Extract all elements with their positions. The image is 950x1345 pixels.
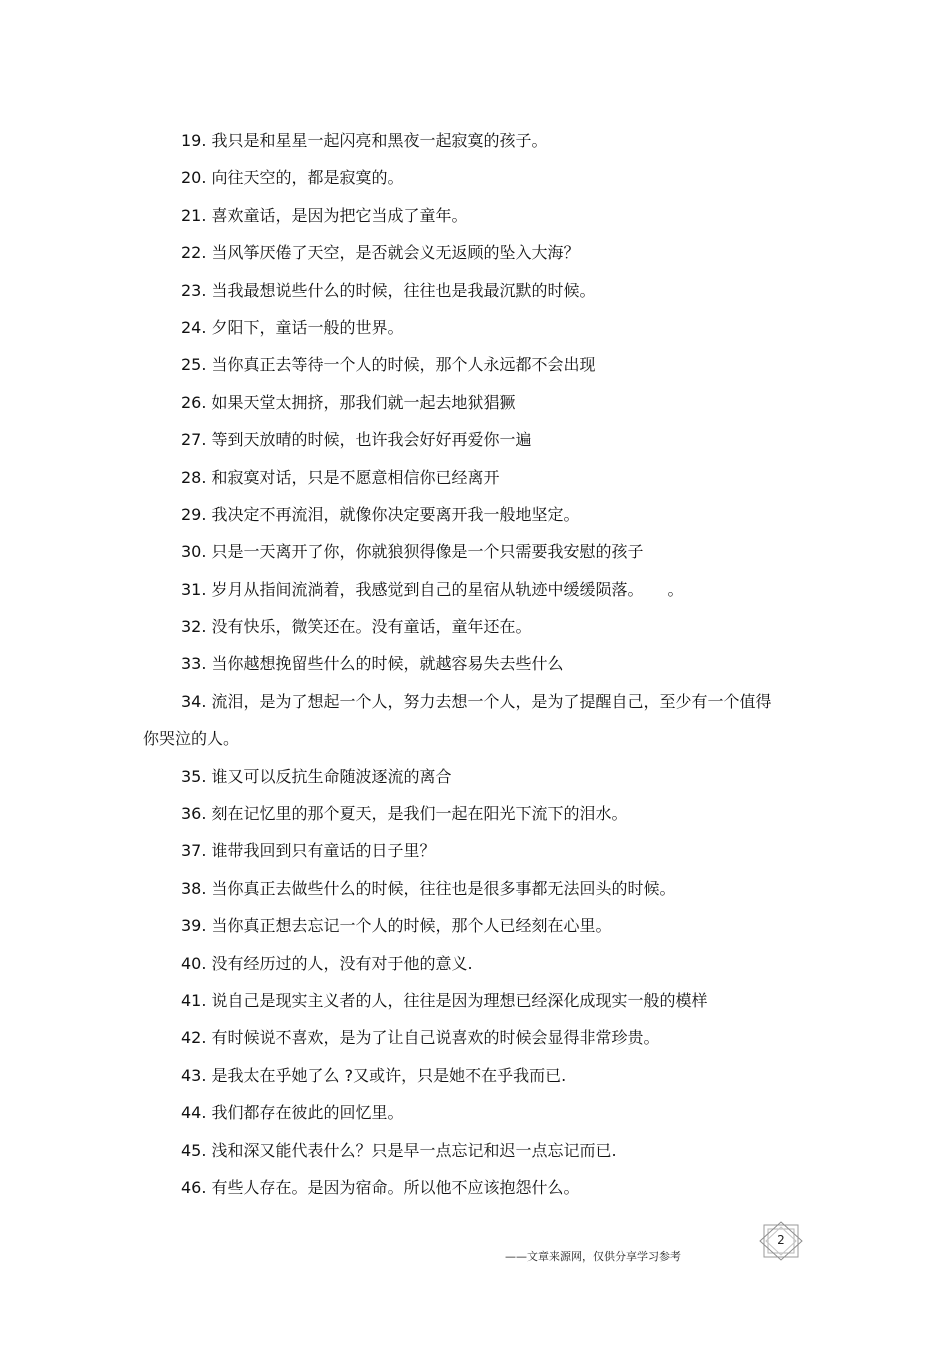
- page-number: 2: [777, 1233, 785, 1247]
- list-item: 34. 流泪，是为了想起一个人，努力去想一个人，是为了提醒自己，至少有一个值得你哭泣的人。: [143, 691, 772, 749]
- quote-list: [143, 122, 783, 1206]
- list-item: 30. 只是一天离开了你，你就狼狈得像是一个只需要我安慰的孩子: [181, 542, 644, 562]
- list-item: 29. 我决定不再流泪，就像你决定要离开我一般地坚定。: [181, 504, 580, 524]
- list-item: 41. 说自己是现实主义者的人，往往是因为理想已经深化成现实一般的模样: [181, 991, 708, 1011]
- list-item: 37. 谁带我回到只有童话的日子里？: [181, 841, 436, 861]
- list-item: 21. 喜欢童话，是因为把它当成了童年。: [181, 205, 468, 225]
- list-item: 31. 岁月从指间流淌着，我感觉到自己的星宿从轨迹中缓缓陨落。 。: [181, 579, 684, 599]
- list-item: 22. 当风筝厌倦了天空，是否就会义无返顾的坠入大海？: [181, 243, 580, 263]
- list-item: 20. 向往天空的，都是寂寞的。: [181, 168, 404, 188]
- footer-source-note: ——文章来源网，仅供分享学习参考: [505, 1250, 681, 1263]
- list-item: 24. 夕阳下，童话一般的世界。: [181, 317, 404, 337]
- list-item: 39. 当你真正想去忘记一个人的时候，那个人已经刻在心里。: [181, 916, 612, 936]
- page-number-badge: [758, 1221, 804, 1261]
- list-item: 25. 当你真正去等待一个人的时候，那个人永远都不会出现: [181, 355, 596, 375]
- list-item: 26. 如果天堂太拥挤，那我们就一起去地狱猖獗: [181, 392, 516, 412]
- list-item: 44. 我们都存在彼此的回忆里。: [181, 1103, 404, 1123]
- list-item: 43. 是我太在乎她了么 ?又或许，只是她不在乎我而已.: [181, 1065, 567, 1085]
- list-item: 35. 谁又可以反抗生命随波逐流的离合: [181, 766, 452, 786]
- list-item: 46. 有些人存在。是因为宿命。所以他不应该抱怨什么。: [181, 1177, 580, 1197]
- list-item: 42. 有时候说不喜欢，是为了让自己说喜欢的时候会显得非常珍贵。: [181, 1028, 660, 1048]
- list-item: 27. 等到天放晴的时候，也许我会好好再爱你一遍: [181, 430, 532, 450]
- list-item: 33. 当你越想挽留些什么的时候，就越容易失去些什么: [181, 654, 564, 674]
- list-item: 28. 和寂寞对话，只是不愿意相信你已经离开: [181, 467, 500, 487]
- list-item: 23. 当我最想说些什么的时候，往往也是我最沉默的时候。: [181, 280, 596, 300]
- list-item: 45. 浅和深又能代表什么？只是早一点忘记和迟一点忘记而已.: [181, 1140, 617, 1160]
- list-item: 32. 没有快乐，微笑还在。没有童话，童年还在。: [181, 617, 532, 637]
- list-item: 38. 当你真正去做些什么的时候，往往也是很多事都无法回头的时候。: [181, 878, 676, 898]
- list-item: 36. 刻在记忆里的那个夏天，是我们一起在阳光下流下的泪水。: [181, 804, 628, 824]
- list-item: 19. 我只是和星星一起闪亮和黑夜一起寂寞的孩子。: [181, 131, 548, 150]
- list-item: 40. 没有经历过的人，没有对于他的意义.: [181, 953, 473, 973]
